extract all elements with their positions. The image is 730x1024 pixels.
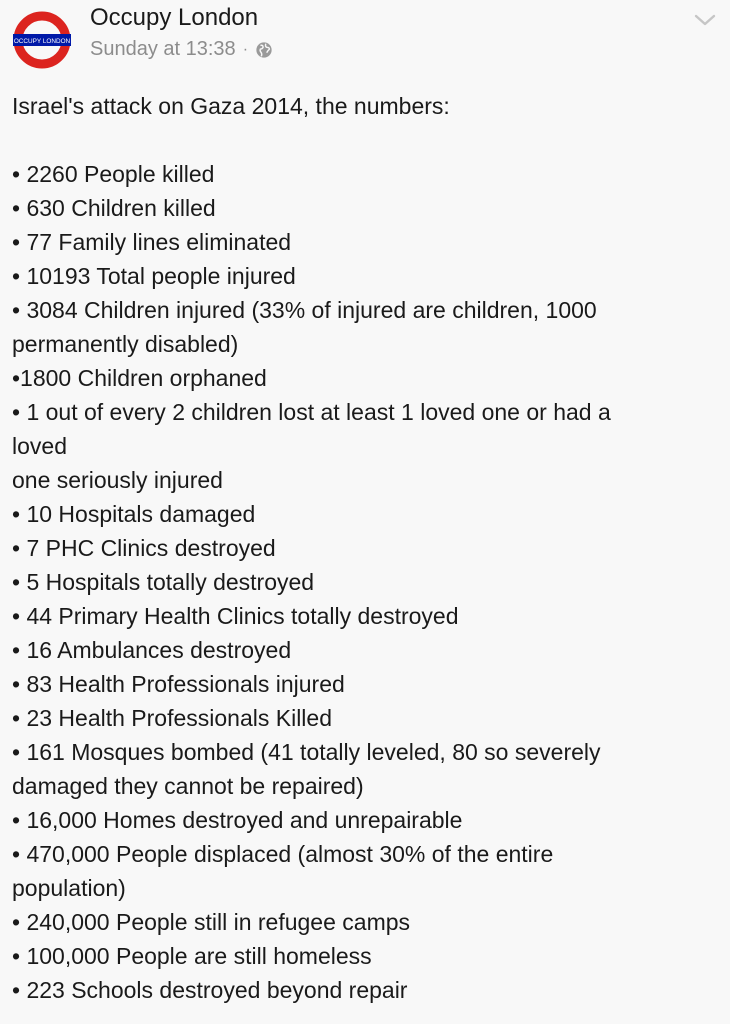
post-line: • 83 Health Professionals injured [12,671,345,697]
post-line: Israel's attack on Gaza 2014, the numbers: [12,93,450,119]
post-line: • 3084 Children injured (33% of injured are children, 1000 [12,297,597,323]
post-line: • 240,000 People still in refugee camps [12,909,411,935]
post-line: • 10 Hospitals damaged [12,501,256,527]
chevron-down-icon[interactable] [694,12,716,28]
avatar-logo-text: OCCUPY LONDON [13,38,71,45]
post-line: • 23 Health Professionals Killed [12,705,333,731]
post-line: • 161 Mosques bombed (41 totally leveled, 80 so severely [12,739,601,765]
post-author[interactable]: Occupy London [90,4,259,31]
post-line: population) [12,875,126,901]
post-line: • 223 Schools destroyed beyond repair [12,977,408,1003]
post-line: • 2260 People killed [12,161,215,187]
post-line: • 1 out of every 2 children lost at least 1 loved one or had a [12,399,611,425]
post-line: •1800 Children orphaned [12,365,267,391]
post-timestamp[interactable]: Sunday at 13:38 [90,38,236,60]
post-line: • 100,000 People are still homeless [12,943,372,969]
post-body [12,89,718,1007]
post-line: one seriously injured [12,467,223,493]
post-line: permanently disabled) [12,331,239,357]
post-line [12,123,718,157]
post-line: • 470,000 People displaced (almost 30% of the entire [12,841,554,867]
post-line: • 44 Primary Health Clinics totally destroyed [12,603,459,629]
post-line: • 16,000 Homes destroyed and unrepairable [12,807,463,833]
post-line: • 77 Family lines eliminated [12,229,292,255]
post-line: • 16 Ambulances destroyed [12,637,292,663]
post-line: • 7 PHC Clinics destroyed [12,535,276,561]
post-line: • 10193 Total people injured [12,263,296,289]
post-meta [90,38,273,61]
post-header [0,0,730,80]
post-line: loved [12,433,67,459]
post-line: • 630 Children killed [12,195,216,221]
post-line: damaged they cannot be repaired) [12,773,364,799]
post-line: • 5 Hospitals totally destroyed [12,569,315,595]
meta-separator: · [242,40,249,58]
occupy-london-avatar[interactable] [12,10,72,70]
globe-icon [255,41,273,59]
